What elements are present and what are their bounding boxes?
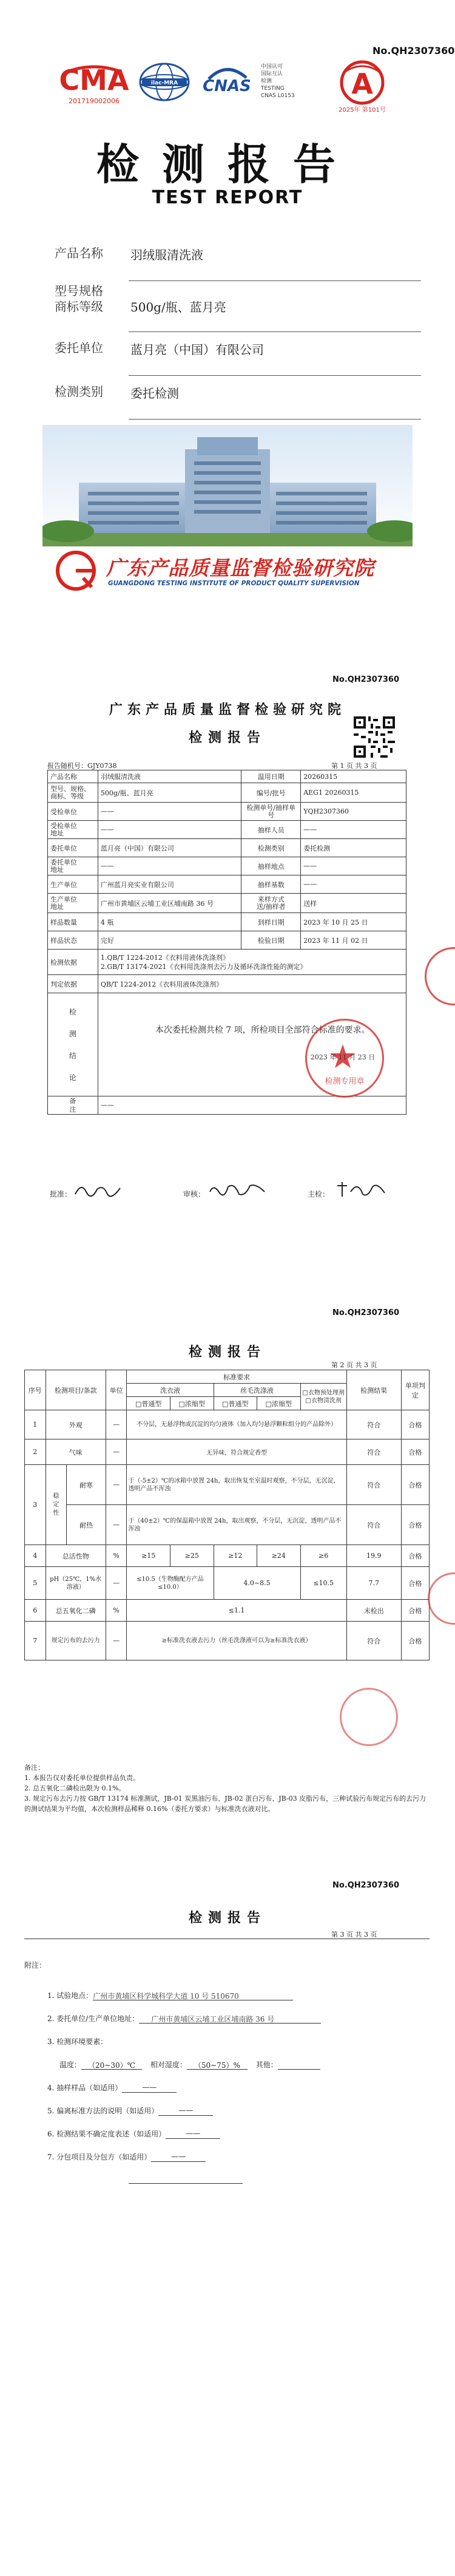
notes: 备注： 1. 本报告仅对委托单位提供样品负责。 2. 总五氧化二磷检出限为 0.1%。 3. 规定污布去污力按 GB/T 13174 标准测试，JB-01 炭黑油污布、JB-02 蛋白污布、JB-03 皮脂污布，三种试验污布规定污布的去污力的测试结果为平均值，本次检测样品稀释 0.16%（委托方要求）与标准洗衣液对比。 [24,1764,426,1813]
page-indicator: 第 2 页 共 3 页 [331,1361,377,1369]
ilac-mra-logo [137,61,192,103]
official-stamp [340,1688,398,1746]
title-chinese: 检测报告 [96,139,359,189]
svg-text:A: A [351,67,373,100]
report-heading: 检测报告 [188,730,266,746]
field-value: 委托检测 [130,386,179,401]
report-number: No.QH2307360 [332,1308,399,1317]
reviewer-label: 审核： [183,1190,206,1198]
svg-text:CNAS: CNAS [203,77,251,95]
svg-text:CMA: CMA [59,64,129,97]
report-number: No.QH2307360 [372,45,455,56]
title-english: TEST REPORT [152,187,303,208]
table-row-judge: 判定依据 QB/T 1224-2012《衣料用液体洗涤剂》 [48,975,406,993]
note-environment: 3. 检测环境要素： [47,2037,108,2046]
institute-building-image [42,425,413,546]
note-sampling: 4. 抽样样品（如适用） —— [47,2082,177,2093]
table-row: 耐热 — 于（40±2）℃的保温箱中放置 24h，取出观察，不分层，无沉淀，透明产品不浑浊 符合 合格 [25,1505,430,1545]
table-row: 7 规定污布的去污力 — ≥标准洗衣液去污力（丝毛洗涤液可以为≥标准洗衣液） 符合 合格 [25,1622,430,1660]
table-row: 样品状态 完好 检验日期 2023 年 11 月 02 日 [48,931,406,950]
table-row: 产品名称 羽绒服清洗液 温用日期 20260315 [48,770,406,783]
field-model-spec [0,283,455,334]
table-row: 委托单位 蓝月亮（中国）有限公司 检测类别 委托检测 [48,839,406,857]
cma-number: 201719002006 [69,97,120,105]
note-client-address: 2. 委托单位/生产单位地址： 广州市黄埔区云埔工业区埔南路 36 号 [47,2013,321,2024]
institute-name-en: GUANGDONG TESTING INSTITUTE OF PRODUCT QUALITY SUPERVISION [108,580,360,587]
table-row-conclusion: 检测结论 本次委托检测共检 7 项，所检项目全部符合标准的要求。 [48,993,406,1096]
cover-page [0,0,455,607]
inspector-signature [334,1180,388,1201]
report-page-3 [0,1821,455,2576]
note-test-location: 1. 试验地点：广州市黄埔区科学城科学大道 10 号 510670 [47,1990,293,2000]
report-page-1 [0,607,455,1214]
table-row: 样品数量 4 瓶 到样日期 2023 年 10 月 25 日 [48,913,406,931]
end-line [129,2183,243,2184]
header-row: 序号 检测项目/条款 单位 标准要求 检测结果 单项判定 [25,1370,430,1384]
report-heading: 检测报告 [188,1344,266,1360]
header-row: □普通型 □浓缩型 □普通型 □浓缩型 [25,1397,430,1410]
table-row-basis: 检测依据 1.QB/T 1224-2012《衣料用液体洗涤剂》 2.GB/T 13174-2021《衣料用洗涤剂去污力及循环洗涤性能的测定》 [48,950,406,975]
field-label: 检测类别 [55,384,103,399]
field-label: 产品名称 [55,246,103,260]
table-row: 4 总活性物 % ≥15 ≥25 ≥12 ≥24 ≥6 19.9 合格 [25,1545,430,1567]
table-row: 型号、规格、 商标、等级 500g/瓶、蓝月亮 编号/批号 AEG1 20260315 [48,783,406,803]
table-row: 6 总五氧化二磷 % ≤1.1 未检出 合格 [25,1600,430,1622]
inspector-label: 主检： [308,1190,330,1198]
institute-emblem [52,549,100,592]
field-value: 500g/瓶、蓝月亮 [130,300,226,314]
table-row: 3 稳定性 耐寒 — 于（-5±2）℃的冰箱中放置 24h，取出恢复至室温时观察，不分层，无沉淀，透明产品不浑浊 符合 合格 [25,1465,430,1505]
note-subcontract: 7. 分包项目及分包方（如适用） —— [47,2152,206,2162]
results-table [24,1370,430,1660]
field-test-type [0,384,455,420]
cnas-logo [197,61,257,103]
cma-logo [58,61,130,109]
cnas-caption: 中国认可 国际互认 检测 TESTING CNAS L0153 [261,64,295,99]
svg-text:ilac-MRA: ilac-MRA [150,80,178,86]
approver-signature [73,1181,127,1201]
field-label: 型号规格 商标等级 [55,284,103,314]
approver-label: 批准： [50,1190,72,1198]
edge-stamp [425,947,455,1005]
field-value: 羽绒服清洗液 [130,248,203,262]
header-row: 洗衣液 丝毛洗涤液 □衣物预处理剂 □衣物清洗剂 [25,1384,430,1397]
note-deviation: 5. 偏离标准方法的说明（如适用） —— [47,2105,213,2116]
badge-number: 2025年 第101号 [339,107,386,114]
report-number: No.QH2307360 [332,675,399,684]
report-serial: 报告随机号：GJY0738 [47,762,117,770]
reviewer-signature [207,1181,268,1201]
report-number: No.QH2307360 [332,1881,399,1890]
report-page-2 [0,1214,455,1821]
table-row: 1 外观 — 不分层，无悬浮物或沉淀的均匀液体（加入均匀悬浮颗粒组分的产品除外） 符合 合格 [25,1410,430,1439]
table-row: 生产单位 地址 广州市黄埔区云埔工业区埔南路 36 号 来样方式 送/抽样者 送样 [48,894,406,913]
qr-code [354,716,395,758]
table-row-remark: 备注 —— [48,1096,406,1115]
field-product-name [0,245,455,282]
page-indicator: 第 1 页 共 3 页 [331,762,377,770]
cal-badge-logo [326,58,399,113]
field-client [0,340,455,376]
table-row: 受检单位 地址 —— 抽样人员 —— [48,821,406,839]
table-row: 5 pH（25℃，1%水溶液） — ≤10.5（生物酶配方产品≤10.0） 4.0~8.5 ≤10.5 7.7 合格 [25,1567,430,1600]
attachment-heading: 附注： [24,1961,47,1969]
page-indicator: 第 3 页 共 3 页 [331,1931,377,1939]
institute-name-cn: 广东产品质量监督检验研究院 [106,556,374,580]
institute-heading: 广东产品质量监督检验研究院 [109,702,346,718]
stamp-label: 检测专用章 [325,1077,365,1086]
note-uncertainty: 6. 检测结果不确定度表述（如适用） —— [47,2129,220,2139]
table-row: 委托单位 地址 —— 抽样地点 —— [48,857,406,875]
note-environment-values: 温度： （20~30）℃ 相对湿度： （50~75）% 其他： [59,2059,320,2070]
stamp-date: 2023 年 11 月 23 日 [310,1053,376,1061]
conclusion-text: 本次委托检测共检 7 项，所检项目全部符合标准的要求。 [155,1025,370,1035]
table-row: 受检单位 —— 检测单号/抽样单号 YQH2307360 [48,803,406,821]
table-row: 2 气味 — 无异味，符合规定香型 符合 合格 [25,1439,430,1465]
edge-stamp [428,1572,455,1625]
field-label: 委托单位 [55,341,103,355]
field-value: 蓝月亮（中国）有限公司 [130,342,264,357]
table-row: 生产单位 广州蓝月亮实业有限公司 抽样基数 —— [48,875,406,894]
report-heading: 检测报告 [188,1910,266,1926]
